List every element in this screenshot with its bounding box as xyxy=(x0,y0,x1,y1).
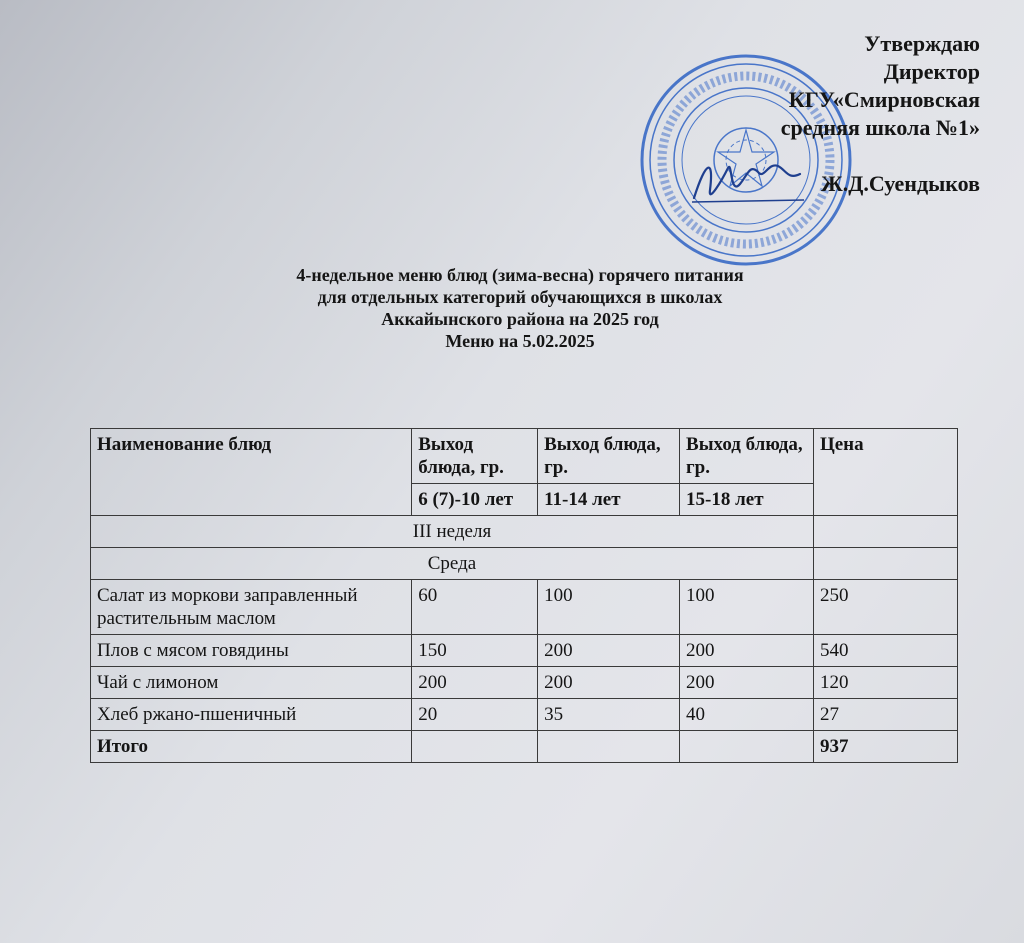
total-empty-3 xyxy=(680,731,814,763)
day-row xyxy=(91,548,958,580)
yield-11-14: 100 xyxy=(538,580,680,635)
table-row xyxy=(91,580,958,635)
dish-name: Плов с мясом говядины xyxy=(91,635,412,667)
age-group-1: 6 (7)-10 лет xyxy=(412,484,538,516)
header-row xyxy=(91,429,958,484)
dish-name: Чай с лимоном xyxy=(91,667,412,699)
week-empty-cell xyxy=(813,516,957,548)
approval-organization: КГУ«Смирновская xyxy=(788,87,980,112)
yield-15-18: 200 xyxy=(680,667,814,699)
yield-6-10: 200 xyxy=(412,667,538,699)
yield-15-18: 40 xyxy=(680,699,814,731)
dish-name: Салат из моркови заправленный растительным маслом xyxy=(91,580,412,635)
yield-11-14: 200 xyxy=(538,667,680,699)
total-row xyxy=(91,731,958,763)
total-label: Итого xyxy=(91,731,412,763)
menu-table xyxy=(90,428,958,763)
total-empty-1 xyxy=(412,731,538,763)
approval-title: Утверждаю xyxy=(864,31,980,56)
yield-11-14: 35 xyxy=(538,699,680,731)
table-row xyxy=(91,667,958,699)
signature-icon xyxy=(688,150,808,210)
title-line-4: Меню на 5.02.2025 xyxy=(445,331,595,351)
approval-position: Директор xyxy=(883,59,980,84)
title-line-3: Аккайынского района на 2025 год xyxy=(381,309,659,329)
table-row xyxy=(91,699,958,731)
dish-price: 540 xyxy=(813,635,957,667)
table-row xyxy=(91,635,958,667)
header-yield-2: Выход блюда, гр. xyxy=(538,429,680,484)
header-yield-1: Выход блюда, гр. xyxy=(412,429,538,484)
age-group-3: 15-18 лет xyxy=(680,484,814,516)
yield-6-10: 150 xyxy=(412,635,538,667)
dish-price: 250 xyxy=(813,580,957,635)
total-price: 937 xyxy=(813,731,957,763)
document-title xyxy=(120,264,920,352)
header-price: Цена xyxy=(813,429,957,516)
dish-price: 120 xyxy=(813,667,957,699)
day-label: Среда xyxy=(91,548,814,580)
total-empty-2 xyxy=(538,731,680,763)
yield-6-10: 20 xyxy=(412,699,538,731)
yield-15-18: 200 xyxy=(680,635,814,667)
approval-signatory: Ж.Д.Суендыков xyxy=(820,171,980,196)
approval-school: средняя школа №1» xyxy=(780,115,980,140)
dish-name: Хлеб ржано-пшеничный xyxy=(91,699,412,731)
header-yield-3: Выход блюда, гр. xyxy=(680,429,814,484)
yield-15-18: 100 xyxy=(680,580,814,635)
approval-block xyxy=(781,30,980,198)
age-group-2: 11-14 лет xyxy=(538,484,680,516)
header-dish-name: Наименование блюд xyxy=(91,429,412,516)
yield-6-10: 60 xyxy=(412,580,538,635)
title-line-2: для отдельных категорий обучающихся в школах xyxy=(317,287,723,307)
yield-11-14: 200 xyxy=(538,635,680,667)
dish-price: 27 xyxy=(813,699,957,731)
week-label: III неделя xyxy=(91,516,814,548)
title-line-1: 4-недельное меню блюд (зима-весна) горячего питания xyxy=(296,265,744,285)
day-empty-cell xyxy=(813,548,957,580)
week-row xyxy=(91,516,958,548)
